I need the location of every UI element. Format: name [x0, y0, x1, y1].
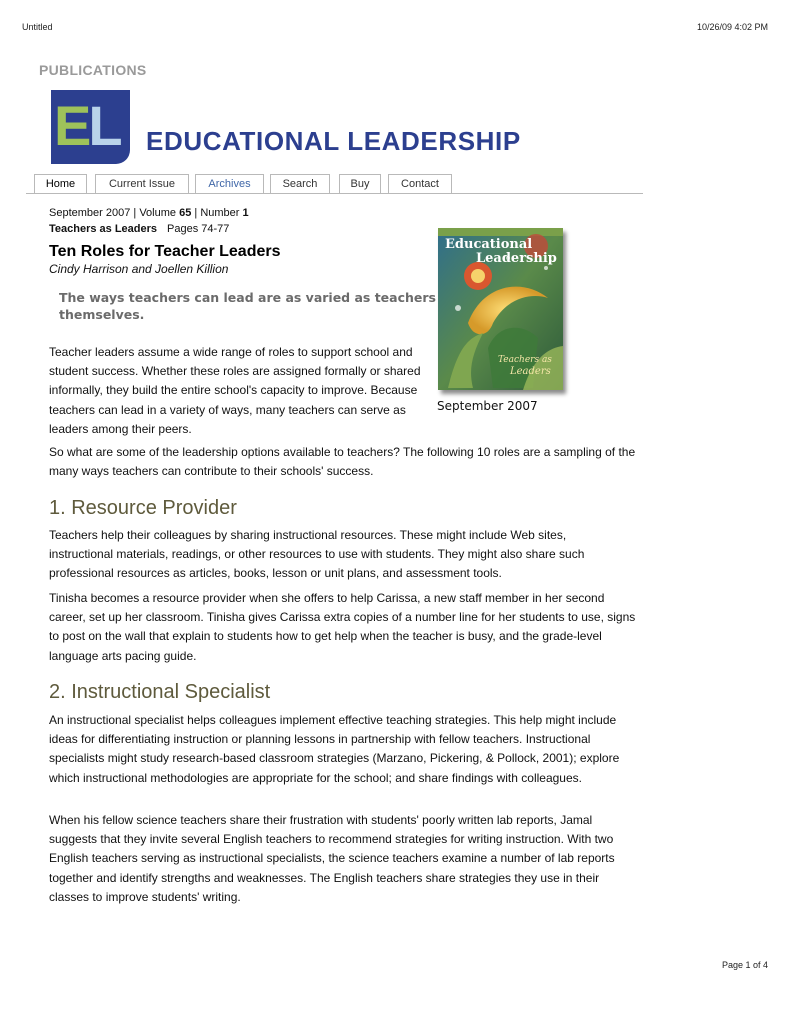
cover-subtitle-line2: Leaders	[510, 366, 551, 377]
magazine-cover[interactable]	[438, 228, 563, 390]
tab-buy[interactable]: Buy	[339, 174, 381, 193]
tab-search[interactable]: Search	[270, 174, 330, 193]
logo-letter-l: L	[88, 94, 120, 157]
publications-label: PUBLICATIONS	[39, 62, 147, 78]
cover-caption: September 2007	[437, 399, 538, 413]
page-range: Pages 74-77	[167, 223, 230, 235]
section-2-paragraph-1: An instructional specialist helps colleagues implement effective teaching strategies. This help might include ideas for differentiating instruction or planning lessons in partnership with fellow teachers. Instructional specialists might study research-based classroom strategies (Marzano, Pickering, & Pollock, 2001); explore which instructional methodologies are appropriate for the school; and share findings with colleagues.	[49, 713, 620, 785]
section-2-paragraph-2: When his fellow science teachers share their frustration with students' poorly written lab reports, Jamal suggests that they invite several English teachers to recommend strategies for writing instruction. With two English teachers serving as instructional specialists, the science teachers examine a number of lab reports together and identify strengths and weaknesses. The English teachers share strategies they use in their classes to improve students' writing.	[49, 813, 615, 904]
page-number: Page 1 of 4	[721, 960, 768, 970]
issue-meta: September 2007 | Volume 65 | Number 1	[49, 207, 249, 219]
cover-subtitle-line1: Teachers as	[498, 355, 552, 365]
number-label: Number	[200, 207, 240, 219]
intro-paragraph-2: So what are some of the leadership options available to teachers? The following 10 roles are a sampling of the many ways teachers can contribute to their schools' success.	[49, 445, 636, 479]
issue-number: 1	[242, 207, 249, 219]
print-header-title: Untitled	[22, 22, 53, 32]
article-title: Ten Roles for Teacher Leaders	[49, 243, 281, 260]
tab-contact[interactable]: Contact	[388, 174, 452, 193]
tab-archives[interactable]: Archives	[195, 174, 264, 193]
logo-letter-e: E	[54, 94, 89, 157]
masthead-title[interactable]: EDUCATIONAL LEADERSHIP	[146, 126, 521, 156]
article-authors: Cindy Harrison and Joellen Killion	[49, 262, 229, 276]
print-header-timestamp: 10/26/09 4:02 PM	[696, 22, 768, 32]
volume-number: 65	[179, 207, 192, 219]
tab-home[interactable]: Home	[34, 174, 87, 193]
section-1-paragraph-1: Teachers help their colleagues by sharing instructional resources. These might include Web sites, instructional materials, readings, or other resources to use with students. They might also share such professional resources as articles, books, lesson or unit plans, and assessment tools.	[49, 528, 585, 581]
section-heading-instructional-specialist: 2. Instructional Specialist	[49, 681, 271, 703]
volume-label: Volume	[139, 207, 177, 219]
magazine-cover-illustration	[438, 228, 563, 390]
issue-date[interactable]: September 2007	[49, 207, 131, 219]
section-heading-resource-provider: 1. Resource Provider	[49, 497, 237, 519]
cover-title-line1: Educational	[445, 237, 533, 252]
issue-theme-line	[49, 223, 229, 235]
article-deck: The ways teachers can lead are as varied as teachers themselves.	[59, 290, 436, 322]
tab-current-issue[interactable]: Current Issue	[95, 174, 189, 193]
intro-paragraph: Teacher leaders assume a wide range of roles to support school and student success. Whether these roles are assigned formally or shared informally, they build the entire school's capacity to improve. Because teachers can lead in a variety of ways, many teachers can serve as leaders among their peers.	[49, 345, 421, 436]
issue-theme[interactable]: Teachers as Leaders	[49, 223, 158, 235]
section-1-paragraph-2: Tinisha becomes a resource provider when she offers to help Carissa, a new staff member in her second career, set up her classroom. Tinisha gives Carissa extra copies of a number line for her students to use, signs to post on the wall that explain to students how to get help when the teacher is busy, and the grade-level language arts pacing guide.	[49, 591, 636, 663]
cover-title-line2: Leadership	[476, 251, 557, 266]
el-logo[interactable]	[51, 90, 130, 164]
